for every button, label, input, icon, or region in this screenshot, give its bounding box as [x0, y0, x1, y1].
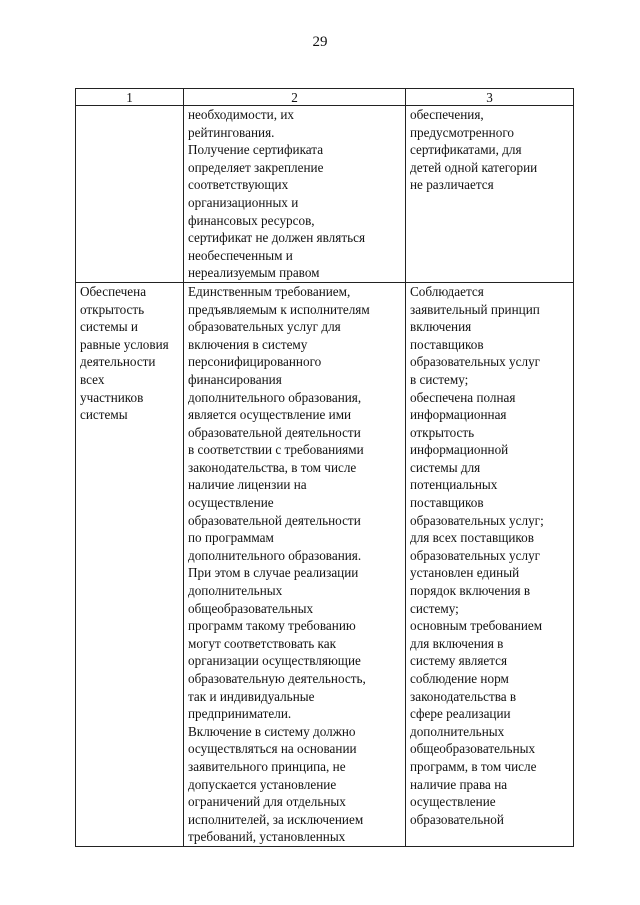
cell-text-line: поставщиков	[410, 495, 484, 511]
cell-text-line: образовательных услуг для	[188, 319, 341, 335]
table-row	[76, 282, 574, 846]
cell-text-line: в соответствии с требованиями	[188, 442, 364, 458]
cell-text-line: образовательных услуг	[410, 354, 541, 370]
cell-text-line: открытость	[410, 424, 475, 440]
cell-text-line: участников	[80, 389, 144, 405]
table-row	[76, 106, 574, 283]
cell-text-line: дополнительных	[188, 583, 283, 599]
header-col-1: 1	[76, 89, 184, 106]
cell-text-line: дополнительного образования,	[188, 389, 362, 405]
cell-text-line: дополнительного образования.	[188, 547, 362, 563]
cell-text-line: наличие лицензии на	[188, 477, 307, 493]
cell-text-line: предприниматели.	[188, 706, 292, 722]
cell-text-line: по программам	[188, 530, 274, 546]
cell-text-line: Соблюдается	[410, 283, 484, 299]
cell-text-line: открытость	[80, 301, 145, 317]
cell-text-line: является осуществление ими	[188, 407, 352, 423]
cell-text-line: образовательных услуг;	[410, 512, 544, 528]
cell-text-line: системы и	[80, 319, 138, 335]
cell-criterion	[76, 106, 184, 283]
cell-text-line: порядок включения в	[410, 583, 531, 599]
cell-text-line: законодательства, в том числе	[188, 459, 357, 475]
cell-text-line: необходимости, их	[188, 107, 294, 122]
cell-text-line: не различается	[410, 177, 494, 193]
cell-criterion	[76, 282, 184, 846]
cell-text-line: основным требованием	[410, 618, 543, 634]
cell-text-line: предусмотренного	[410, 124, 515, 140]
cell-text-line: Единственным требованием,	[188, 283, 351, 299]
cell-text-line: образовательной деятельности	[188, 512, 361, 528]
cell-text-line: поставщиков	[410, 336, 484, 352]
cell-text-line: программ, в том числе	[410, 758, 537, 774]
cell-text-line: образовательной деятельности	[188, 424, 361, 440]
cell-text-line: образовательную деятельность,	[188, 671, 366, 686]
cell-text-line: общеобразовательных	[188, 600, 314, 616]
cell-text-line: заявительного принципа, не	[188, 758, 346, 774]
cell-text-line: всех	[80, 371, 105, 387]
cell-text-line: осуществление	[410, 794, 496, 810]
cell-status	[406, 282, 574, 846]
cell-text-line: При этом в случае реализации	[188, 565, 359, 581]
cell-text-line: наличие права на	[410, 776, 508, 792]
cell-text-line: включения	[410, 319, 472, 335]
cell-text-line: соблюдение норм	[410, 671, 509, 686]
cell-text-line: ограничений для отдельных	[188, 794, 346, 810]
cell-text-line: в систему;	[410, 371, 469, 387]
page-number: 29	[312, 34, 328, 50]
cell-text-line: могут соответствовать как	[188, 635, 337, 651]
cell-text-line: образовательных услуг	[410, 547, 541, 563]
cell-text-line: Получение сертификата	[188, 142, 324, 158]
cell-text-line: определяет закрепление	[188, 159, 324, 175]
cell-text-line: Обеспечена	[80, 283, 147, 299]
cell-text-line: осуществление	[188, 495, 274, 511]
cell-text-line: необеспеченным и	[188, 247, 293, 263]
cell-description	[184, 282, 406, 846]
cell-text-line: обеспечена полная	[410, 389, 516, 405]
document-table	[75, 88, 574, 847]
cell-text-line: законодательства в	[410, 688, 517, 704]
cell-text-line: детей одной категории	[410, 159, 538, 175]
cell-text-line: соответствующих	[188, 177, 289, 193]
cell-text-line: деятельности	[80, 354, 156, 370]
cell-text-line: образовательной	[410, 811, 504, 827]
cell-text-line: финансирования	[188, 371, 282, 387]
cell-text-line: равные условия	[80, 336, 169, 352]
cell-text-line: для всех поставщиков	[410, 530, 534, 546]
cell-text-line: исполнителей, за исключением	[188, 811, 364, 827]
cell-text-line: заявительный принцип	[410, 301, 540, 317]
cell-text-line: требований, установленных	[188, 829, 346, 845]
cell-text-line: потенциальных	[410, 477, 498, 493]
table-header-row	[76, 89, 574, 106]
cell-text-line: систему;	[410, 600, 459, 616]
cell-text-line: сертификатами, для	[410, 142, 522, 158]
cell-text-line: программ такому требованию	[188, 618, 356, 634]
cell-text-line: так и индивидуальные	[188, 688, 315, 704]
cell-text-line: предъявляемым к исполнителям	[188, 301, 370, 317]
cell-text-line: информационная	[410, 407, 507, 423]
cell-text-line: установлен единый	[410, 565, 520, 581]
cell-description	[184, 106, 406, 283]
cell-text-line: системы	[80, 407, 128, 423]
cell-text-line: сертификат не должен являться	[188, 230, 366, 246]
cell-text-line: Включение в систему должно	[188, 723, 356, 739]
cell-text-line: рейтингования.	[188, 124, 275, 140]
cell-text-line: для включения в	[410, 635, 504, 651]
cell-text-line: включения в систему	[188, 336, 308, 352]
cell-text-line: общеобразовательных	[410, 741, 536, 757]
cell-text-line: осуществляться на основании	[188, 741, 357, 757]
cell-text-line: сфере реализации	[410, 706, 511, 722]
cell-text-line: системы для	[410, 459, 481, 475]
cell-text-line: допускается установление	[188, 776, 337, 792]
cell-text-line: дополнительных	[410, 723, 505, 739]
cell-text-line: информационной	[410, 442, 509, 458]
cell-text-line: финансовых ресурсов,	[188, 212, 315, 228]
cell-text-line: обеспечения,	[410, 107, 484, 122]
cell-text-line: организации осуществляющие	[188, 653, 361, 669]
cell-text-line: систему является	[410, 653, 508, 669]
header-col-3: 3	[406, 89, 574, 106]
cell-text-line: персонифицированного	[188, 354, 322, 370]
header-col-2: 2	[184, 89, 406, 106]
cell-text-line: организационных и	[188, 194, 299, 210]
cell-text-line: нереализуемым правом	[188, 265, 320, 281]
cell-status	[406, 106, 574, 283]
